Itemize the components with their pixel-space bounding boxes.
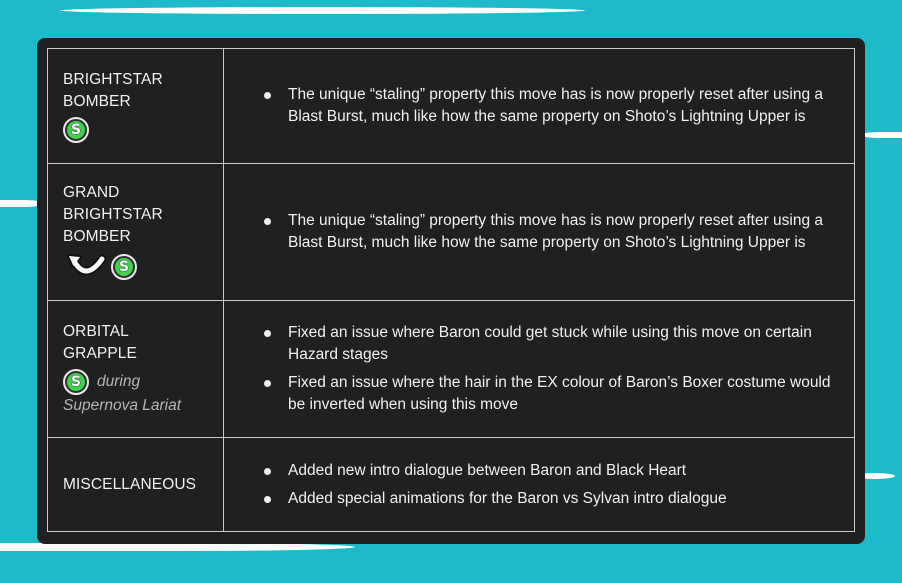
background-streak xyxy=(860,132,902,138)
move-name-cell xyxy=(48,301,224,438)
move-condition: during xyxy=(97,373,141,390)
move-name-line: MISCELLANEOUS xyxy=(63,475,197,493)
changes-cell xyxy=(224,164,855,301)
move-condition: Supernova Lariat xyxy=(63,397,182,414)
move-name-line: ORBITAL xyxy=(63,323,129,340)
changes-list xyxy=(264,322,834,416)
move-input-icons xyxy=(63,117,213,143)
patch-notes-panel xyxy=(37,38,865,544)
changes-cell xyxy=(224,49,855,164)
move-input-icons xyxy=(63,252,213,282)
move-name-line: BOMBER xyxy=(63,228,131,245)
list-item: The unique “staling” property this move has is now properly reset after using a Blast Burst, much like how the same property on Shoto’s Lightning Upper is xyxy=(264,210,834,254)
changes-cell xyxy=(224,301,855,438)
move-name-line: BRIGHTSTAR xyxy=(63,206,163,223)
move-name-cell xyxy=(48,164,224,301)
move-name-line: BRIGHTSTAR xyxy=(63,71,163,88)
list-item: Fixed an issue where the hair in the EX colour of Baron’s Boxer costume would be inverted when using this move xyxy=(264,372,834,416)
list-item: The unique “staling” property this move has is now properly reset after using a Blast Burst, much like how the same property on Shoto’s Lightning Upper is xyxy=(264,84,834,128)
changes-cell xyxy=(224,438,855,532)
table-row xyxy=(48,49,855,164)
table-row xyxy=(48,438,855,532)
move-input-icons xyxy=(63,369,213,395)
move-name-line: GRAND xyxy=(63,184,120,201)
table-row xyxy=(48,164,855,301)
list-item: Fixed an issue where Baron could get stuck while using this move on certain Hazard stages xyxy=(264,322,834,366)
changes-list xyxy=(264,84,834,128)
list-item: Added special animations for the Baron vs Sylvan intro dialogue xyxy=(264,488,834,510)
special-s-icon: S xyxy=(63,117,89,143)
move-name-line: GRAPPLE xyxy=(63,345,137,362)
background-streak xyxy=(60,7,585,14)
changes-list xyxy=(264,210,834,254)
changes-list xyxy=(264,460,834,510)
special-s-icon: S xyxy=(63,369,89,395)
half-circle-arrow-icon xyxy=(63,252,109,282)
move-name-line: BOMBER xyxy=(63,93,131,110)
patch-notes-table xyxy=(47,48,855,532)
background-streak xyxy=(0,543,355,551)
special-s-icon: S xyxy=(111,254,137,280)
table-row xyxy=(48,301,855,438)
move-name-cell xyxy=(48,49,224,164)
move-name-cell xyxy=(48,438,224,532)
list-item: Added new intro dialogue between Baron and Black Heart xyxy=(264,460,834,482)
